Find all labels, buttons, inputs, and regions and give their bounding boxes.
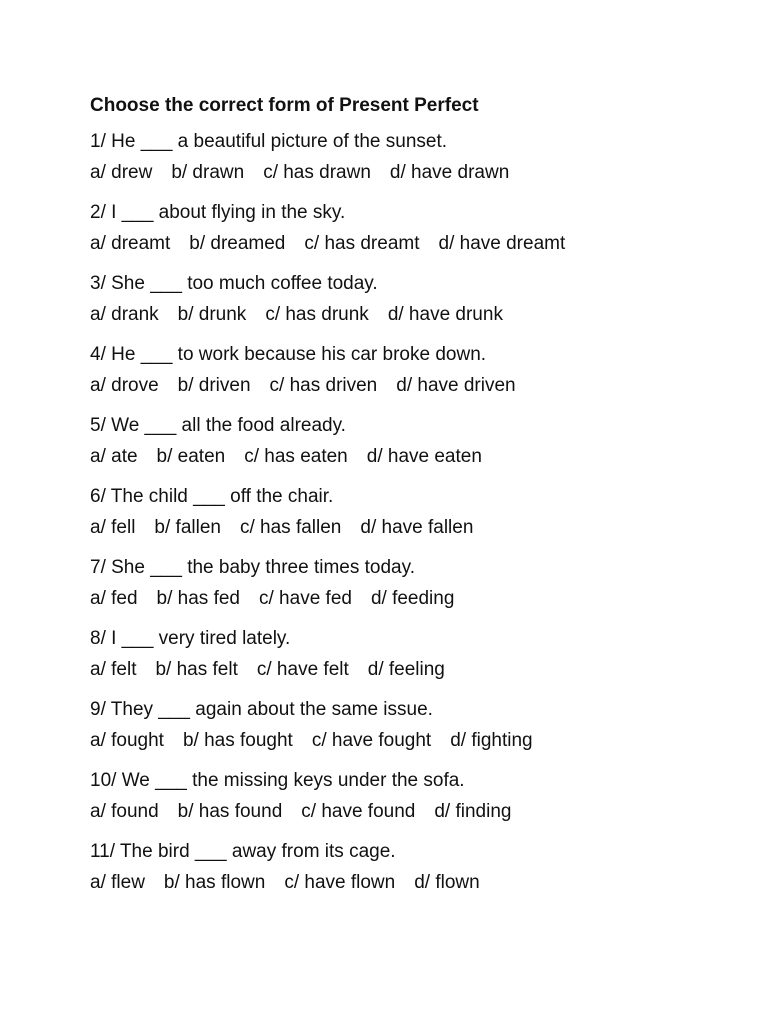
answer-option: c/ has eaten bbox=[244, 446, 348, 467]
answer-option: b/ has found bbox=[177, 801, 283, 822]
answer-option: a/ drank bbox=[90, 304, 159, 325]
answer-option: b/ has flown bbox=[163, 872, 266, 893]
answer-option: a/ drove bbox=[90, 375, 159, 396]
answer-option: c/ has drawn bbox=[263, 162, 371, 183]
answer-option: a/ fought bbox=[90, 730, 164, 751]
question-text: 8/ I ___ very tired lately. bbox=[90, 628, 291, 649]
answer-option: d/ have drawn bbox=[389, 162, 510, 183]
answer-option: b/ has fought bbox=[182, 730, 293, 751]
answer-option: c/ have flown bbox=[284, 872, 396, 893]
question-text: 5/ We ___ all the food already. bbox=[90, 415, 346, 436]
answer-option: b/ has felt bbox=[155, 659, 238, 680]
worksheet bbox=[90, 92, 730, 907]
answer-option: a/ fed bbox=[90, 588, 138, 609]
answer-option: c/ has dreamt bbox=[304, 233, 420, 254]
answer-options bbox=[90, 583, 730, 614]
answer-options bbox=[90, 228, 730, 259]
answer-options bbox=[90, 157, 730, 188]
answer-option: d/ fighting bbox=[450, 730, 533, 751]
answer-options bbox=[90, 796, 730, 827]
question-text: 3/ She ___ too much coffee today. bbox=[90, 273, 378, 294]
worksheet-title: Choose the correct form of Present Perfect bbox=[90, 95, 479, 116]
question-text: 4/ He ___ to work because his car broke down. bbox=[90, 344, 487, 365]
answer-option: a/ flew bbox=[90, 872, 145, 893]
question-6 bbox=[90, 481, 730, 543]
answer-options bbox=[90, 370, 730, 401]
answer-option: b/ eaten bbox=[156, 446, 226, 467]
answer-option: b/ has fed bbox=[156, 588, 240, 609]
question-text: 9/ They ___ again about the same issue. bbox=[90, 699, 433, 720]
answer-options bbox=[90, 441, 730, 472]
question-9 bbox=[90, 694, 730, 756]
answer-options bbox=[90, 299, 730, 330]
answer-options bbox=[90, 725, 730, 756]
answer-option: d/ have eaten bbox=[366, 446, 482, 467]
answer-option: d/ feeding bbox=[370, 588, 455, 609]
answer-options bbox=[90, 867, 730, 898]
question-text: 7/ She ___ the baby three times today. bbox=[90, 557, 415, 578]
answer-option: c/ have fought bbox=[311, 730, 432, 751]
question-text: 11/ The bird ___ away from its cage. bbox=[90, 841, 396, 862]
answer-option: a/ felt bbox=[90, 659, 137, 680]
question-1 bbox=[90, 126, 730, 188]
answer-option: d/ have dreamt bbox=[438, 233, 566, 254]
question-text: 1/ He ___ a beautiful picture of the sunset. bbox=[90, 131, 448, 152]
answer-option: d/ feeling bbox=[367, 659, 445, 680]
answer-option: c/ has drunk bbox=[265, 304, 369, 325]
answer-option: d/ have fallen bbox=[360, 517, 474, 538]
question-text: 6/ The child ___ off the chair. bbox=[90, 486, 334, 507]
question-3 bbox=[90, 268, 730, 330]
question-2 bbox=[90, 197, 730, 259]
answer-option: d/ flown bbox=[414, 872, 480, 893]
answer-option: d/ have driven bbox=[396, 375, 516, 396]
question-list bbox=[90, 126, 730, 898]
answer-option: a/ ate bbox=[90, 446, 138, 467]
answer-options bbox=[90, 654, 730, 685]
answer-option: b/ dreamed bbox=[189, 233, 286, 254]
answer-option: c/ has driven bbox=[269, 375, 378, 396]
answer-option: c/ has fallen bbox=[239, 517, 342, 538]
answer-option: c/ have fed bbox=[259, 588, 352, 609]
answer-option: b/ drawn bbox=[171, 162, 245, 183]
question-7 bbox=[90, 552, 730, 614]
answer-option: c/ have felt bbox=[256, 659, 349, 680]
answer-option: d/ finding bbox=[434, 801, 512, 822]
question-text: 2/ I ___ about flying in the sky. bbox=[90, 202, 346, 223]
question-10 bbox=[90, 765, 730, 827]
question-5 bbox=[90, 410, 730, 472]
answer-option: d/ have drunk bbox=[387, 304, 503, 325]
question-text: 10/ We ___ the missing keys under the sofa. bbox=[90, 770, 465, 791]
answer-options bbox=[90, 512, 730, 543]
question-11 bbox=[90, 836, 730, 898]
answer-option: a/ found bbox=[90, 801, 159, 822]
answer-option: b/ driven bbox=[177, 375, 251, 396]
question-4 bbox=[90, 339, 730, 401]
answer-option: c/ have found bbox=[301, 801, 416, 822]
answer-option: b/ drunk bbox=[177, 304, 247, 325]
answer-option: b/ fallen bbox=[154, 517, 221, 538]
answer-option: a/ fell bbox=[90, 517, 136, 538]
question-8 bbox=[90, 623, 730, 685]
answer-option: a/ dreamt bbox=[90, 233, 171, 254]
answer-option: a/ drew bbox=[90, 162, 153, 183]
